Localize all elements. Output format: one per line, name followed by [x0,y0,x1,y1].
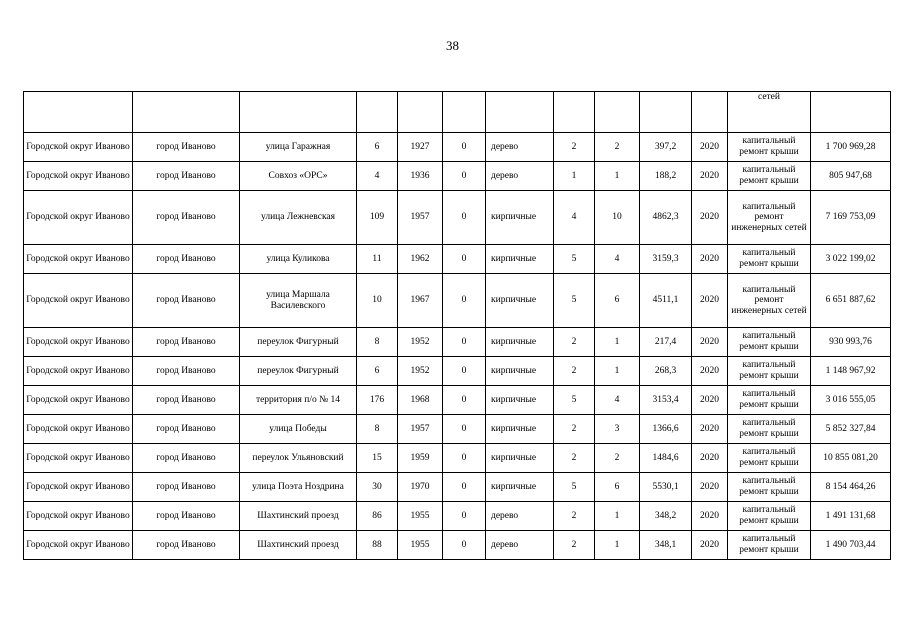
cell-district: Городской округ Иваново [24,415,133,444]
cell-material: дерево [486,162,554,191]
cell-area: 1366,6 [640,415,692,444]
page-number: 38 [446,38,459,53]
cell-entrances: 2 [595,444,640,473]
cell-material: дерево [486,502,554,531]
cell-street: переулок Ульяновский [240,444,357,473]
cell-district [24,92,133,133]
cell-entrances: 1 [595,531,640,560]
cell-floors: 2 [554,531,595,560]
cell-district: Городской округ Иваново [24,133,133,162]
cell-work: капитальный ремонт крыши [728,357,811,386]
cell-plan-year: 2020 [692,386,728,415]
cell-street: улица Гаражная [240,133,357,162]
cell-street: улица Маршала Василевского [240,274,357,328]
cell-cost: 1 491 131,68 [811,502,891,531]
cell-area: 268,3 [640,357,692,386]
cell-material: кирпичные [486,357,554,386]
table-row [24,531,891,560]
cell-floors: 2 [554,357,595,386]
cell-wear: 0 [443,162,486,191]
cell-year: 1936 [398,162,443,191]
cell-area: 3153,4 [640,386,692,415]
cell-floors: 5 [554,386,595,415]
cell-year: 1957 [398,415,443,444]
cell-wear: 0 [443,415,486,444]
cell-entrances: 6 [595,473,640,502]
table-body [24,92,891,560]
cell-house: 8 [357,415,398,444]
cell-house: 10 [357,274,398,328]
cell-area: 217,4 [640,328,692,357]
cell-cost: 8 154 464,26 [811,473,891,502]
cell-year: 1927 [398,133,443,162]
cell-year: 1968 [398,386,443,415]
cell-material: кирпичные [486,191,554,245]
cell-district: Городской округ Иваново [24,473,133,502]
cell-cost: 3 016 555,05 [811,386,891,415]
cell-wear: 0 [443,357,486,386]
cell-plan-year: 2020 [692,328,728,357]
cell-plan-year: 2020 [692,245,728,274]
cell-cost: 1 490 703,44 [811,531,891,560]
table-row [24,386,891,415]
cell-work: капитальный ремонт крыши [728,531,811,560]
cell-area: 5530,1 [640,473,692,502]
cell-work: капитальный ремонт крыши [728,386,811,415]
cell-city: город Иваново [133,415,240,444]
cell-year: 1959 [398,444,443,473]
cell-entrances: 1 [595,357,640,386]
cell-city: город Иваново [133,357,240,386]
cell-house: 4 [357,162,398,191]
cell-material [486,92,554,133]
cell-floors: 2 [554,502,595,531]
cell-city: город Иваново [133,531,240,560]
cell-year: 1962 [398,245,443,274]
cell-street: Шахтинский проезд [240,531,357,560]
cell-cost: 3 022 199,02 [811,245,891,274]
cell-wear: 0 [443,133,486,162]
table-row [24,191,891,245]
cell-district: Городской округ Иваново [24,162,133,191]
cell-cost: 1 700 969,28 [811,133,891,162]
cell-floors: 2 [554,415,595,444]
cell-area: 348,1 [640,531,692,560]
cell-city: город Иваново [133,245,240,274]
cell-year: 1955 [398,531,443,560]
cell-street: улица Лежневская [240,191,357,245]
cell-work: сетей [728,92,811,133]
cell-work: капитальный ремонт крыши [728,162,811,191]
cell-house: 86 [357,502,398,531]
cell-plan-year: 2020 [692,444,728,473]
cell-city: город Иваново [133,444,240,473]
cell-area: 348,2 [640,502,692,531]
cell-street [240,92,357,133]
table-row [24,444,891,473]
table-row [24,502,891,531]
table-row [24,274,891,328]
cell-house: 176 [357,386,398,415]
cell-wear: 0 [443,328,486,357]
cell-work: капитальный ремонт крыши [728,444,811,473]
cell-street: Шахтинский проезд [240,502,357,531]
cell-entrances [595,92,640,133]
cell-floors: 2 [554,444,595,473]
cell-city: город Иваново [133,162,240,191]
cell-district: Городской округ Иваново [24,245,133,274]
cell-entrances: 4 [595,386,640,415]
cell-house: 15 [357,444,398,473]
cell-city: город Иваново [133,191,240,245]
cell-house: 6 [357,133,398,162]
cell-area: 3159,3 [640,245,692,274]
cell-wear: 0 [443,502,486,531]
housing-repair-table [23,91,891,560]
cell-plan-year: 2020 [692,415,728,444]
cell-plan-year: 2020 [692,473,728,502]
cell-work: капитальный ремонт инженерных сетей [728,274,811,328]
cell-wear: 0 [443,191,486,245]
cell-city: город Иваново [133,328,240,357]
cell-cost [811,92,891,133]
cell-city [133,92,240,133]
cell-material: кирпичные [486,386,554,415]
cell-wear [443,92,486,133]
cell-street: территория п/о № 14 [240,386,357,415]
table-row [24,245,891,274]
cell-city: город Иваново [133,386,240,415]
cell-floors: 2 [554,328,595,357]
cell-year [398,92,443,133]
cell-cost: 5 852 327,84 [811,415,891,444]
cell-city: город Иваново [133,502,240,531]
cell-material: дерево [486,133,554,162]
cell-house: 11 [357,245,398,274]
table-row-continued [24,92,891,133]
cell-entrances: 1 [595,162,640,191]
cell-street: улица Поэта Ноздрина [240,473,357,502]
cell-cost: 930 993,76 [811,328,891,357]
cell-entrances: 2 [595,133,640,162]
cell-house [357,92,398,133]
cell-cost: 1 148 967,92 [811,357,891,386]
cell-floors: 5 [554,274,595,328]
cell-cost: 10 855 081,20 [811,444,891,473]
cell-house: 109 [357,191,398,245]
cell-district: Городской округ Иваново [24,444,133,473]
table-row [24,473,891,502]
cell-area: 4862,3 [640,191,692,245]
cell-street: переулок Фигурный [240,328,357,357]
cell-floors: 1 [554,162,595,191]
cell-year: 1955 [398,502,443,531]
cell-floors [554,92,595,133]
cell-house: 8 [357,328,398,357]
cell-entrances: 1 [595,328,640,357]
cell-entrances: 3 [595,415,640,444]
cell-material: кирпичные [486,415,554,444]
cell-plan-year: 2020 [692,531,728,560]
cell-material: кирпичные [486,473,554,502]
cell-plan-year: 2020 [692,191,728,245]
cell-entrances: 10 [595,191,640,245]
cell-area: 397,2 [640,133,692,162]
cell-area: 1484,6 [640,444,692,473]
cell-house: 88 [357,531,398,560]
cell-district: Городской округ Иваново [24,386,133,415]
cell-plan-year: 2020 [692,502,728,531]
cell-street: улица Куликова [240,245,357,274]
cell-wear: 0 [443,444,486,473]
cell-work: капитальный ремонт крыши [728,133,811,162]
cell-work: капитальный ремонт крыши [728,328,811,357]
table-row [24,328,891,357]
cell-cost: 7 169 753,09 [811,191,891,245]
table-row [24,357,891,386]
cell-plan-year [692,92,728,133]
cell-entrances: 1 [595,502,640,531]
cell-material: дерево [486,531,554,560]
cell-work: капитальный ремонт крыши [728,245,811,274]
cell-plan-year: 2020 [692,162,728,191]
cell-area: 4511,1 [640,274,692,328]
cell-material: кирпичные [486,444,554,473]
cell-district: Городской округ Иваново [24,328,133,357]
cell-work: капитальный ремонт крыши [728,473,811,502]
cell-plan-year: 2020 [692,274,728,328]
cell-district: Городской округ Иваново [24,531,133,560]
cell-material: кирпичные [486,274,554,328]
cell-area: 188,2 [640,162,692,191]
cell-district: Городской округ Иваново [24,357,133,386]
cell-district: Городской округ Иваново [24,274,133,328]
cell-district: Городской округ Иваново [24,502,133,531]
cell-floors: 5 [554,245,595,274]
cell-area [640,92,692,133]
cell-floors: 5 [554,473,595,502]
cell-cost: 6 651 887,62 [811,274,891,328]
cell-plan-year: 2020 [692,133,728,162]
cell-house: 6 [357,357,398,386]
cell-floors: 2 [554,133,595,162]
cell-material: кирпичные [486,245,554,274]
cell-wear: 0 [443,386,486,415]
cell-wear: 0 [443,245,486,274]
cell-plan-year: 2020 [692,357,728,386]
cell-city: город Иваново [133,274,240,328]
cell-street: улица Победы [240,415,357,444]
cell-entrances: 4 [595,245,640,274]
cell-year: 1952 [398,357,443,386]
cell-year: 1957 [398,191,443,245]
cell-work: капитальный ремонт крыши [728,415,811,444]
cell-house: 30 [357,473,398,502]
cell-year: 1967 [398,274,443,328]
cell-street: переулок Фигурный [240,357,357,386]
cell-floors: 4 [554,191,595,245]
cell-street: Совхоз «ОРС» [240,162,357,191]
cell-cost: 805 947,68 [811,162,891,191]
cell-wear: 0 [443,274,486,328]
cell-year: 1970 [398,473,443,502]
cell-city: город Иваново [133,133,240,162]
cell-district: Городской округ Иваново [24,191,133,245]
cell-wear: 0 [443,473,486,502]
cell-entrances: 6 [595,274,640,328]
table-row [24,415,891,444]
cell-work: капитальный ремонт крыши [728,502,811,531]
cell-work: капитальный ремонт инженерных сетей [728,191,811,245]
cell-material: кирпичные [486,328,554,357]
cell-city: город Иваново [133,473,240,502]
table-row [24,133,891,162]
cell-wear: 0 [443,531,486,560]
cell-year: 1952 [398,328,443,357]
table-row [24,162,891,191]
